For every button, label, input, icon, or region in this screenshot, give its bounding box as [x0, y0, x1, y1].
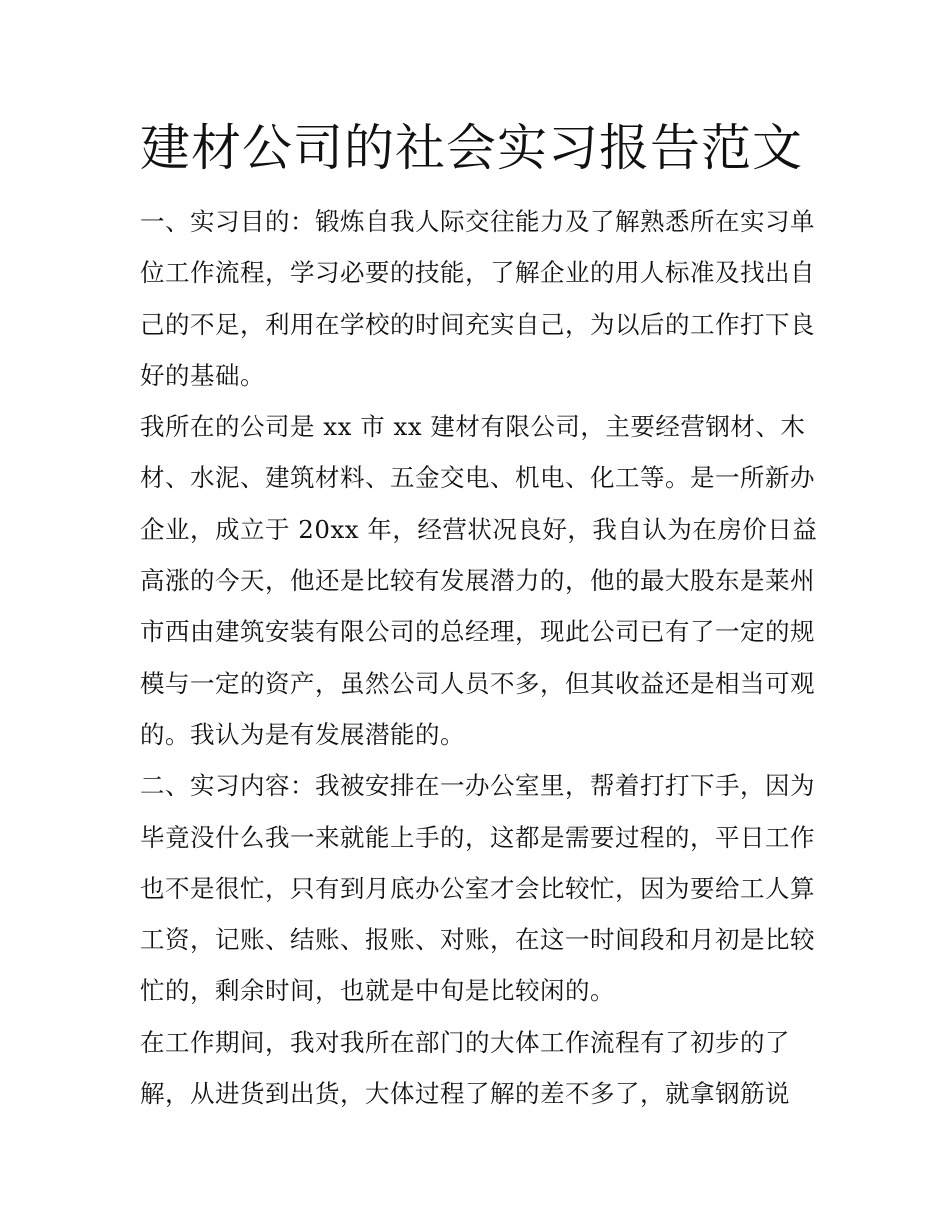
text-line: 企业，成立于 20xx 年，经营状况良好，我自认为在房价日益 [140, 514, 818, 544]
text-line: 解，从进货到出货，大体过程了解的差不多了，就拿钢筋说 [140, 1079, 790, 1109]
text-line: 高涨的今天，他还是比较有发展潜力的，他的最大股东是莱州 [140, 566, 815, 596]
text-line: 在工作期间，我对我所在部门的大体工作流程有了初步的了 [140, 1027, 790, 1057]
text-line: 工资，记账、结账、报账、对账，在这一时间段和月初是比较 [140, 925, 815, 955]
text-line: 位工作流程，学习必要的技能，了解企业的用人标准及找出自 [140, 258, 815, 288]
text-line: 我所在的公司是 xx 市 xx 建材有限公司，主要经营钢材、木 [140, 412, 806, 442]
text-line: 毕竟没什么我一来就能上手的，这都是需要过程的，平日工作 [140, 822, 815, 852]
document-title: 建材公司的社会实习报告范文 [140, 119, 803, 177]
text-line: 一、实习目的：锻炼自我人际交往能力及了解熟悉所在实习单 [140, 207, 815, 236]
text-line: 忙的，剩余时间，也就是中旬是比较闲的。 [140, 976, 615, 1006]
text-line: 材、水泥、建筑材料、五金交电、机电、化工等。是一所新办 [140, 463, 815, 493]
text-line: 也不是很忙，只有到月底办公室才会比较忙，因为要给工人算 [140, 873, 815, 903]
text-line: 的。我认为是有发展潜能的。 [140, 719, 465, 749]
document-body [140, 196, 820, 1119]
text-line: 市西由建筑安装有限公司的总经理，现此公司已有了一定的规 [140, 617, 815, 647]
text-line: 好的基础。 [140, 360, 265, 390]
text-line: 己的不足，利用在学校的时间充实自己，为以后的工作打下良 [140, 309, 815, 339]
text-line: 模与一定的资产，虽然公司人员不多，但其收益还是相当可观 [140, 668, 815, 698]
text-line: 二、实习内容：我被安排在一办公室里，帮着打打下手，因为 [140, 771, 815, 801]
